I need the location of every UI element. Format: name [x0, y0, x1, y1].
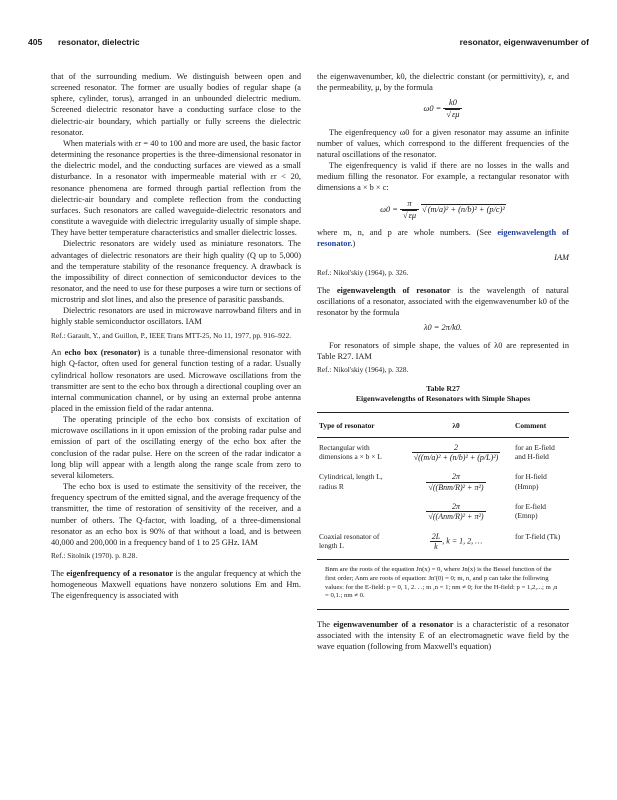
page-number: 405 [28, 37, 43, 47]
reference: Ref.: Sitolnik (1970). p. 8.28. [51, 551, 138, 560]
paragraph: For resonators of simple shape, the values of λ0 are represented in Table R27. IAM [317, 340, 569, 361]
paragraph: When materials with εr = 40 to 100 and more are used, the basic factor determining the resonance properties is the three-dimensional resonator in the dielectric model, and the conducting surfaces are viewed as a small disturbance. In a resonator with impermeable material with εr < 20, resonance phenomena are formed through partial reflection from the dielectric-air boundary and complete reflection from the conducting surfaces. Such resonators are called waveguide-dielectric resonators and constitute a waveguide with dielectric irregularity usually of simple shape. They have better temperature characteristics and smaller dielectric losses. [51, 138, 301, 238]
formula: $\frac{2\pi}{\text{√((Bnm/R)² + π²)}}$ [428, 472, 484, 492]
link-eigenwavelength[interactable]: eigenwavelength of resonator. [317, 227, 569, 249]
header-right-title: resonator, eigenwavenumber of [459, 37, 589, 47]
paragraph: The echo box is used to estimate the sensitivity of the receiver, the frequency spectrum of the emitted signal, and the average frequency of the transmitter, the time of restoration of sensitivity of the receiver, and a number of others. The Q-factor, with loading, of a three-dimensional resonator as an echo box is 90% of that without a load, and is between 40,000 and 200,000 in a frequency band of 1 to 25 GHz. IAM [51, 482, 301, 547]
formula: $\frac{2L}{k}$ [431, 531, 441, 551]
paragraph: The eigenfrequency ω0 for a given resonator may assume an infinite number of values, which correspond to the different frequencies of the natural oscillations of the resonator. [317, 127, 569, 159]
paragraph: the eigenwavenumber, k0, the dielectric constant (or permittivity), ε, and the permeability, μ, by the formula [317, 72, 569, 93]
paragraph: where m, n, and p are whole numbers. (See eigenwavelength of resonator.) [317, 227, 569, 249]
eigenwavelength-table [317, 412, 569, 609]
paragraph: Dielectric resonators are used in microwave narrowband filters and in highly stable semiconductor oscillators. IAM [51, 306, 301, 327]
table-note-row [317, 560, 569, 610]
paragraph: The eigenfrequency is valid if there are no losses in the walls and medium filling the resonator. For example, a rectangular resonator with dimensions a × b × c: [317, 161, 569, 193]
table-title: Table R27 Eigenwavelengths of Resonators with Simple Shapes [355, 384, 531, 404]
table-header-row [317, 413, 569, 437]
table-row: Cylindrical, length L, radius R $\frac{2\pi}{\text{√((Bnm/R)² + π²)}}$ for H-field (Hmnp) [319, 472, 547, 492]
equation-lambda: λ0 = 2π/k0. [423, 323, 463, 333]
table-footnote: Bnm are the roots of the equation Jn(x) = 0, where Jn(x) is the Bessel function of the first order; Anm are roots of equation: Jn'(0) = 0; m, n, and p can take the following values: for the E-field: p = 0, 1, 2. . .; m ,n = 1; nm ≠ 0; for the H-field: p = 1,2,...; m ,n = 0,1.; nm ≠ 0. [317, 560, 569, 610]
formula: $\frac{2}{\text{√((m/a)² + (n/b)² + (p/L)²)}}$ [413, 442, 499, 463]
table-row: Coaxial resonator of length L $\frac{2L}{k}$ , k = 1, 2, … for T-field (Tk) [317, 527, 569, 560]
paragraph: Dielectric resonators are widely used as miniature resonators. The advantages of dielectric resonators are their high quality (Q up to 5,000) and the temperature stability of the resonance frequency. A drawback is the impossibility of direct connection of semiconductor devices to the resonator, and the need to use for these purposes a wire turn or sections of microstrip and slot lines, and also the presence of parasitic passbands. [51, 239, 301, 305]
reference: Ref.: Garault, Y., and Guillon, P., IEEE Trans MTT-25, No 11, 1977, pp. 916–922. [51, 330, 292, 340]
entry-eigenfrequency: The eigenfrequency of a resonator is the angular frequency at which the homogeneous Maxwell equations have nonzero solutions Em and Hm. The eigenfrequency is associated with [51, 568, 301, 600]
entry-echo-box: An echo box (resonator) is a tunable three-dimensional resonator with high Q-factor, often used for general function testing of a radar. Usually cylindrical hollow resonators are used. Microwave oscillations from the transmitter are sent to the echo box through a directional coupling over an internal communication channel, or by using an external probe antenna placed in the emission field of the radar antenna. [51, 348, 301, 413]
column-header: Comment [513, 413, 569, 437]
paragraph: that of the surrounding medium. We distinguish between open and screened resonator. The former are usually bodies of regular shape (a sphere, cylinder, torus), arranged in an unbounded dielectric medium. Screened dielectric resonator have a conducting surface close to the dielectric-air boundary, which partially or fully screens the dielectric resonator. [51, 72, 301, 137]
term-eigenwavenumber: eigenwavenumber of a resonator [333, 619, 454, 629]
table-row: $\frac{2\pi}{\text{√((Anm/R)² + π²)}}$ for E-field (Emnp) [428, 501, 546, 522]
fraction: k0 √ εμ [443, 97, 462, 120]
formula: $\frac{2\pi}{\text{√((Anm/R)² + π²)}}$ [428, 501, 484, 522]
entry-eigenwavenumber: The eigenwavenumber of a resonator is a characteristic of a resonator associated with the intensity E of an electromagnetic wave field by the wave equation (following from Maxwell's equation) [317, 619, 570, 652]
column-header: λ0 [399, 413, 513, 437]
term-eigenfrequency: eigenfrequency of a resonator [66, 568, 174, 578]
reference: Ref.: Nikol'skiy (1964), p. 326. [317, 268, 409, 278]
term-eigenwavelength: eigenwavelength of resonator [336, 285, 451, 295]
fraction: π √ εμ [400, 198, 419, 221]
equation-eigenfrequency: ω0 = k0 √ εμ [317, 97, 569, 120]
equation-rectangular: ω0 = π √ εμ √ (m/a)² + (n/b)² + (p/c)² [317, 198, 569, 221]
term-echo-box: echo box (resonator) [64, 348, 141, 358]
paragraph: The operating principle of the echo box consists of excitation of microwave oscillations in it upon emission of the probing radar pulse and emission of part of the oscillating energy of the echo box after the conclusion of the radar pulse. Here on the screen of the radar indicator a long blip will appear with a length along the range scale from zero to several kilometers. [51, 415, 301, 480]
right-column [317, 71, 569, 652]
reference: Ref.: Nikol'skiy (1964), p. 328. [317, 364, 409, 374]
author-signature: IAM [554, 253, 569, 263]
entry-eigenwavelength: The eigenwavelength of resonator is the wavelength of natural oscillations of a resonator, associated with the eigenwavenumber k0 of the resonator by the formula [317, 285, 569, 318]
table-row: Rectangular with dimensions a × b × L $\frac{2}{\text{√((m/a)² + (n/b)² + (p/L)²)}}$ for an E-field and H-field [319, 442, 555, 463]
header-left-title: resonator, dielectric [58, 37, 140, 47]
running-header [28, 37, 589, 51]
left-column [51, 71, 301, 601]
column-header: Type of resonator [317, 413, 399, 437]
